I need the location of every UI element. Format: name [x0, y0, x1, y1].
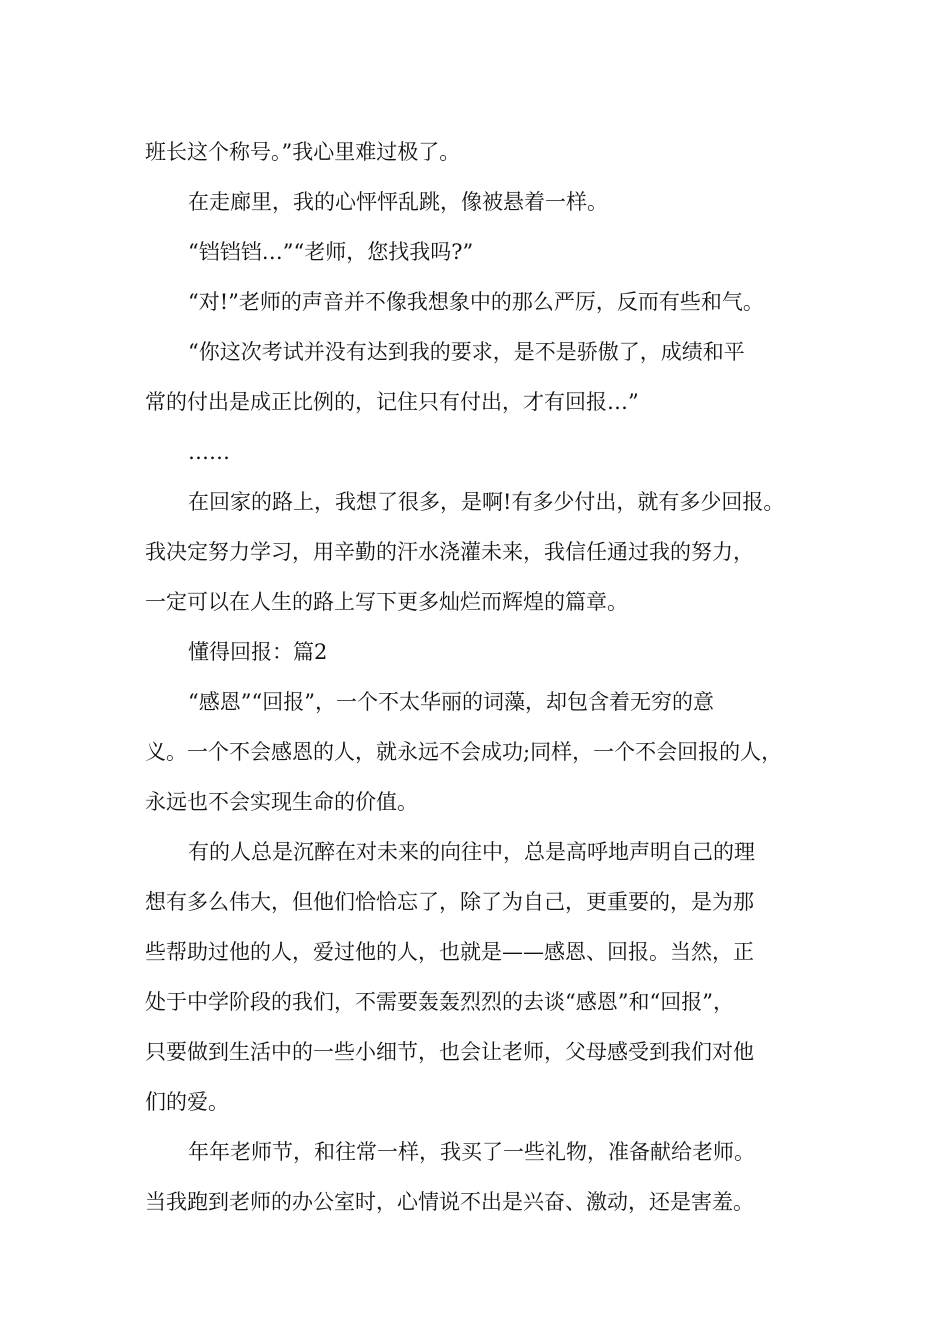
text-line: 常的付出是成正比例的，记住只有付出，才有回报…”	[145, 390, 639, 414]
text-line: 想有多么伟大，但他们恰恰忘了，除了为自己，更重要的，是为那	[145, 890, 754, 914]
text-line: 们的爱。	[145, 1090, 229, 1114]
text-line: 义。一个不会感恩的人，就永远不会成功;同样，一个不会回报的人，	[145, 740, 783, 764]
text-line: 一定可以在人生的路上写下更多灿烂而辉煌的篇章。	[145, 590, 628, 614]
text-line: “对!”老师的声音并不像我想象中的那么严厉，反而有些和气。	[188, 290, 764, 314]
text-line: “你这次考试并没有达到我的要求，是不是骄傲了，成绩和平	[188, 340, 745, 364]
text-line: ……	[188, 440, 230, 464]
text-line: “铛铛铛…”“老师，您找我吗?”	[188, 240, 474, 264]
text-line: “感恩”“回报”，一个不太华丽的词藻，却包含着无穷的意	[188, 690, 714, 714]
text-line: 处于中学阶段的我们，不需要轰轰烈烈的去谈“感恩”和“回报”，	[145, 990, 734, 1014]
text-line: 只要做到生活中的一些小细节，也会让老师，父母感受到我们对他	[145, 1040, 754, 1064]
text-line: 在走廊里，我的心怦怦乱跳，像被悬着一样。	[188, 190, 608, 214]
text-line: 永远也不会实现生命的价值。	[145, 790, 418, 814]
text-line: 有的人总是沉醉在对未来的向往中，总是高呼地声明自己的理	[188, 840, 755, 864]
text-line: 年年老师节，和往常一样，我买了一些礼物，准备献给老师。	[188, 1140, 755, 1164]
text-line: 我决定努力学习，用辛勤的汗水浇灌未来，我信任通过我的努力，	[145, 540, 754, 564]
text-line: 班长这个称号。”我心里难过极了。	[145, 140, 461, 164]
text-line: 当我跑到老师的办公室时，心情说不出是兴奋、激动，还是害羞。	[145, 1190, 754, 1214]
text-line: 些帮助过他的人，爱过他的人，也就是——感恩、回报。当然，正	[145, 940, 754, 964]
text-line: 在回家的路上，我想了很多，是啊!有多少付出，就有多少回报。	[188, 490, 785, 514]
section-heading: 懂得回报：篇2	[188, 640, 328, 664]
